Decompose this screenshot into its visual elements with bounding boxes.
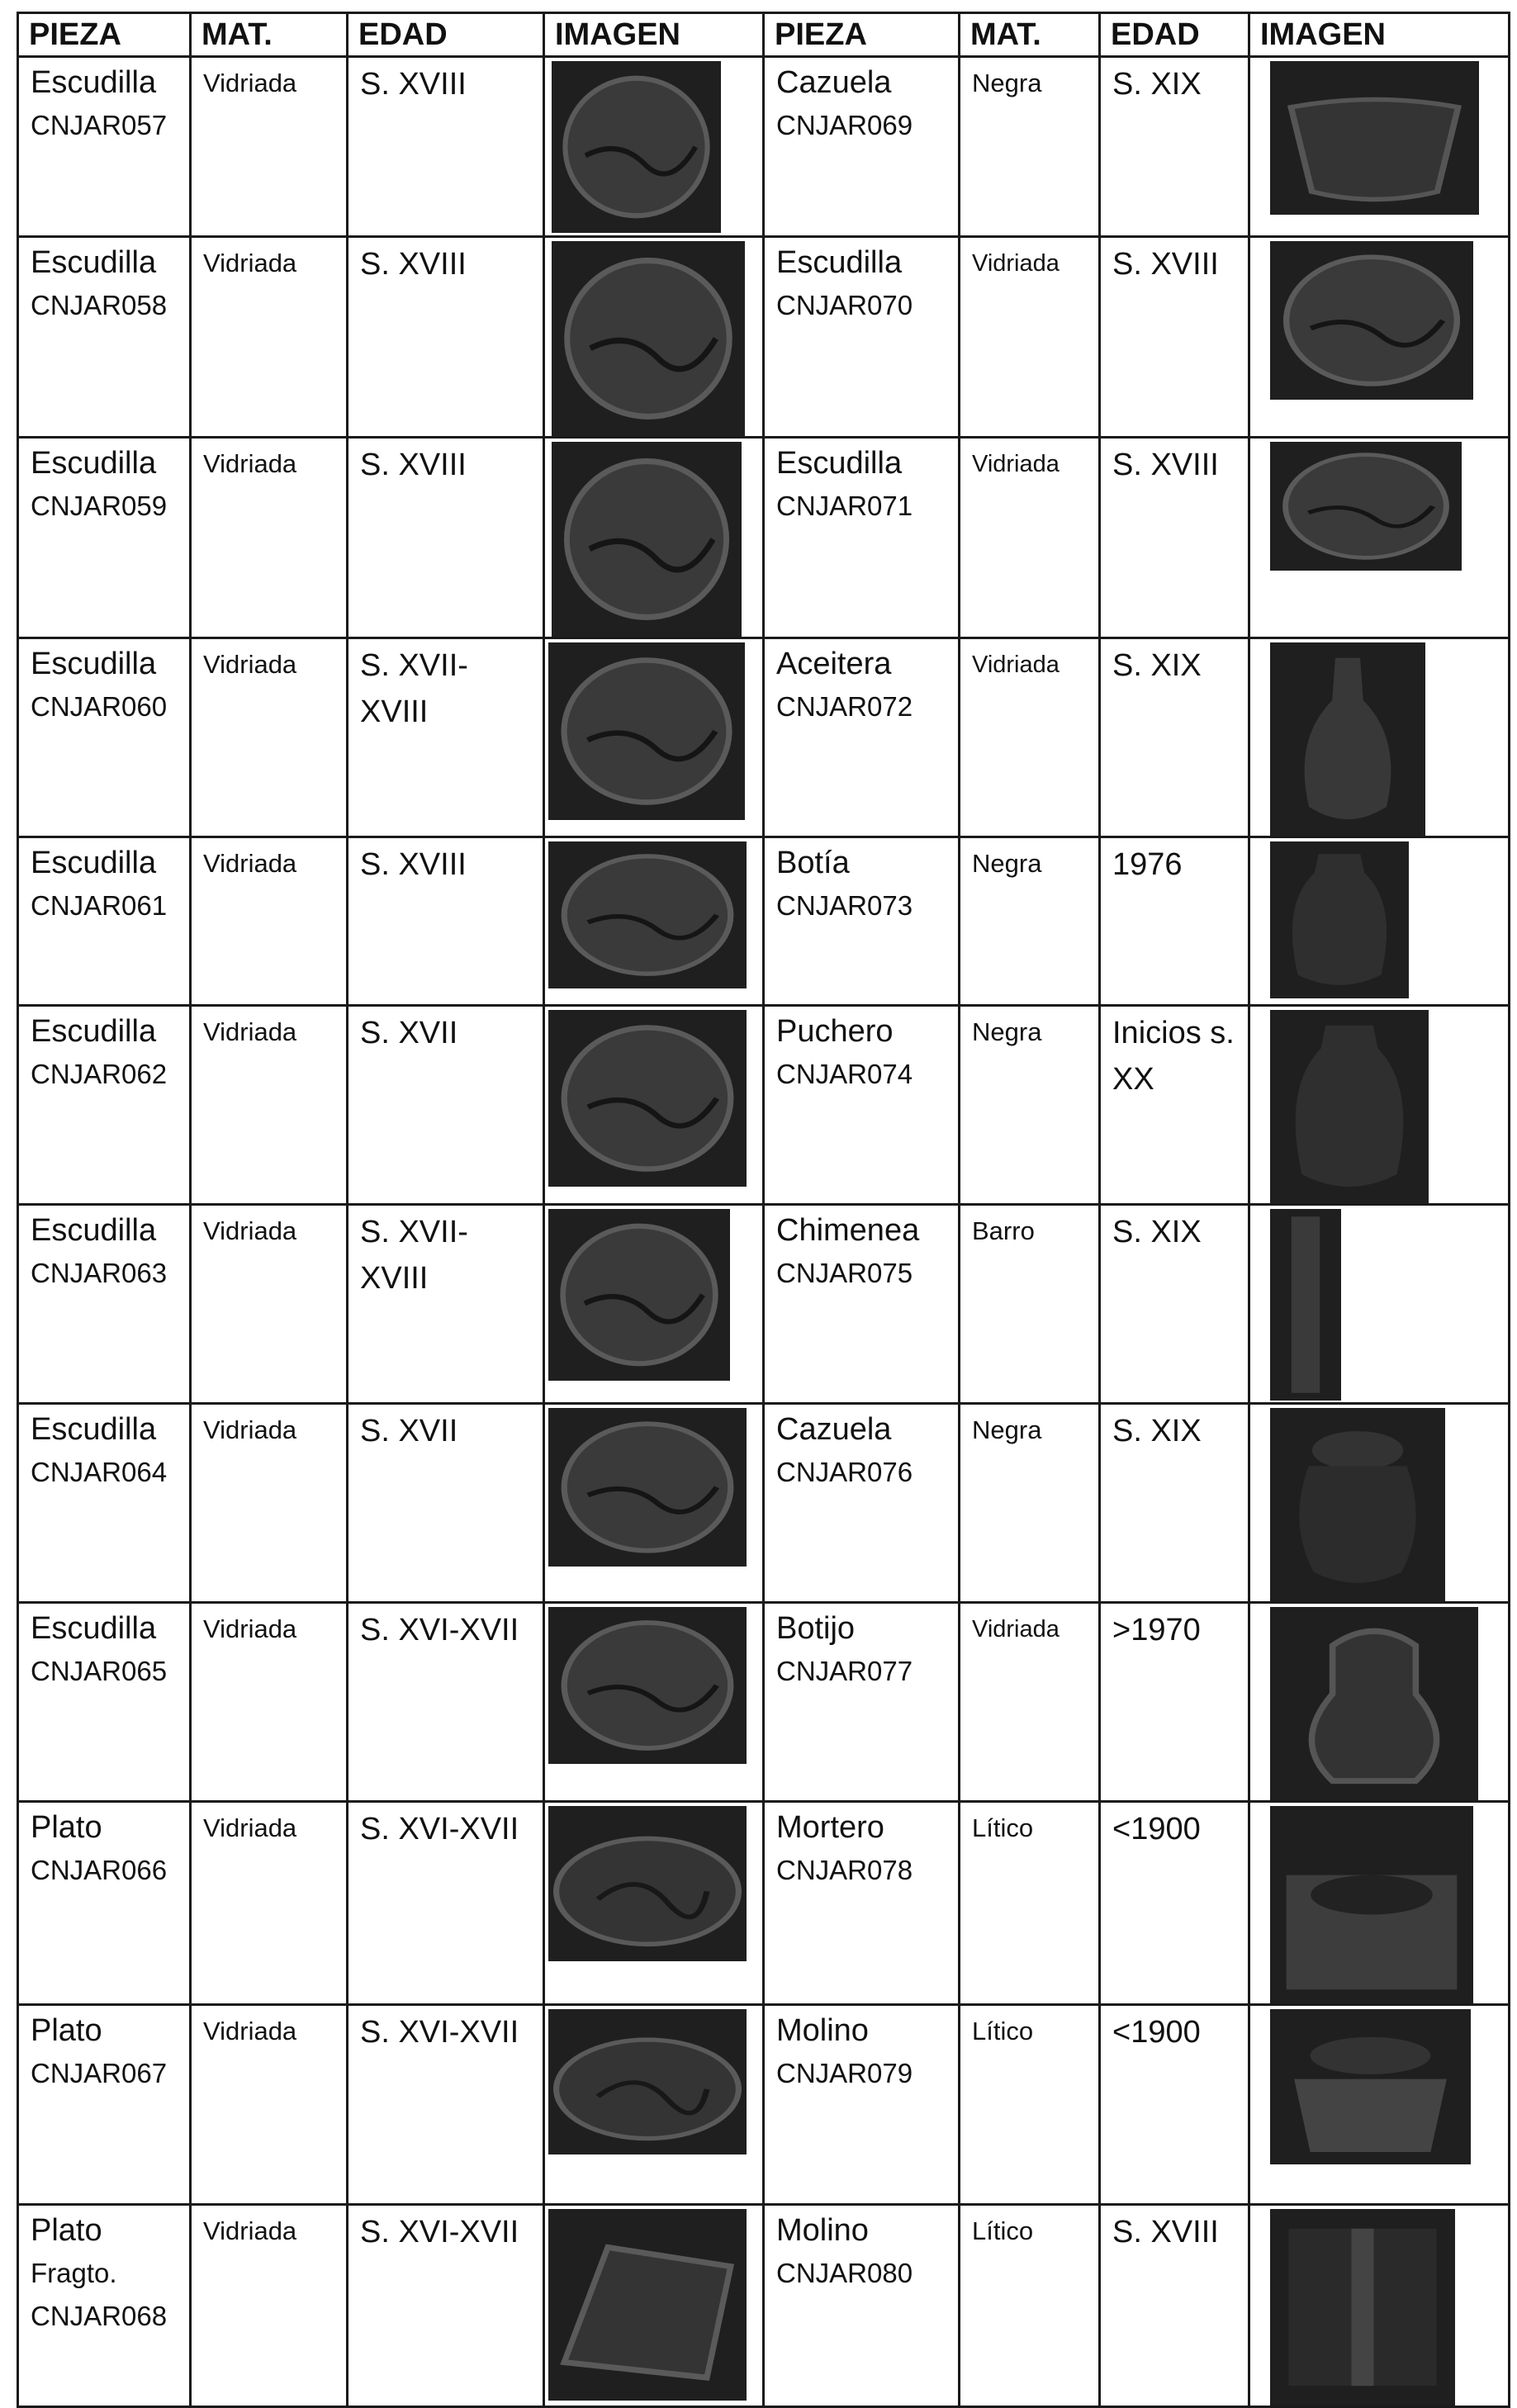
material-cell (960, 438, 1100, 638)
age-cell (1100, 1603, 1249, 1802)
table-row (18, 57, 1510, 237)
material: Lítico (972, 2216, 1034, 2245)
material: Vidriada (972, 652, 1060, 678)
right-pieza-cell (764, 2205, 960, 2407)
piece-name: Mortero (776, 1810, 884, 1845)
age-cell (348, 1205, 544, 1404)
material: Vidriada (203, 69, 297, 97)
left-pieza-cell (18, 57, 191, 237)
age-cell (348, 1802, 544, 2005)
age: S. XVIII (360, 247, 467, 282)
right-image-cell (1249, 57, 1510, 237)
jar-photo-icon (1270, 841, 1409, 998)
left-image-cell (544, 57, 764, 237)
piece-name: Escudilla (31, 1611, 157, 1646)
material: Vidriada (203, 1216, 297, 1245)
piece-code: CNJAR063 (31, 1258, 168, 1288)
age: S. XVI-XVII (360, 1812, 519, 1846)
right-pieza-cell (764, 837, 960, 1006)
piece-code: CNJAR057 (31, 110, 168, 140)
piece-name: Escudilla (31, 846, 157, 880)
left-pieza-cell (18, 2005, 191, 2205)
left-image-cell (544, 837, 764, 1006)
left-image-cell (544, 2005, 764, 2205)
piece-name: Puchero (776, 1014, 894, 1049)
header-imagen-right: IMAGEN (1249, 13, 1510, 57)
piece-code: CNJAR064 (31, 1457, 168, 1487)
left-pieza-cell (18, 2205, 191, 2407)
age-cell (1100, 237, 1249, 438)
table-row (18, 1006, 1510, 1205)
material: Vidriada (972, 451, 1060, 477)
piece-code: CNJAR070 (776, 290, 913, 320)
right-image-cell (1249, 638, 1510, 837)
piece-code: CNJAR080 (776, 2258, 913, 2288)
age-cell (1100, 438, 1249, 638)
piece-code: Fragto. CNJAR068 (31, 2258, 168, 2331)
piece-name: Botía (776, 846, 850, 880)
age: 1976 (1112, 847, 1183, 882)
age-cell (348, 1006, 544, 1205)
material-cell (960, 1802, 1100, 2005)
age-cell (348, 1404, 544, 1603)
age: S. XVII (360, 1016, 458, 1050)
table-row (18, 2005, 1510, 2205)
left-image-cell (544, 2205, 764, 2407)
material: Lítico (972, 2017, 1034, 2045)
bowl-photo-icon (552, 442, 742, 637)
material-cell (960, 1205, 1100, 1404)
age: S. XVIII (360, 67, 467, 102)
right-image-cell (1249, 1006, 1510, 1205)
bowl-photo-icon (548, 1209, 730, 1381)
material: Negra (972, 1017, 1042, 1046)
material-cell (960, 57, 1100, 237)
piece-name: Escudilla (31, 245, 157, 280)
right-pieza-cell (764, 2005, 960, 2205)
age: Inicios s. XX (1112, 1016, 1235, 1097)
left-image-cell (544, 1205, 764, 1404)
material-cell (191, 57, 348, 237)
age-cell (1100, 1802, 1249, 2005)
right-pieza-cell (764, 1205, 960, 1404)
left-pieza-cell (18, 237, 191, 438)
material-cell (960, 1006, 1100, 1205)
material: Vidriada (203, 249, 297, 277)
left-pieza-cell (18, 1802, 191, 2005)
material: Vidriada (203, 1415, 297, 1444)
material-cell (191, 638, 348, 837)
material-cell (960, 2205, 1100, 2407)
table-row (18, 438, 1510, 638)
material-cell (960, 237, 1100, 438)
right-image-cell (1249, 1404, 1510, 1603)
table-row (18, 2205, 1510, 2407)
material-cell (960, 1404, 1100, 1603)
material-cell (191, 1404, 348, 1603)
age-cell (1100, 638, 1249, 837)
material-cell (960, 638, 1100, 837)
left-image-cell (544, 1006, 764, 1205)
age-cell (1100, 2005, 1249, 2205)
bowl-photo-icon (1270, 442, 1462, 571)
left-pieza-cell (18, 1603, 191, 1802)
left-image-cell (544, 237, 764, 438)
material: Vidriada (203, 1017, 297, 1046)
bowl-photo-icon (552, 241, 745, 436)
material: Vidriada (203, 650, 297, 679)
piece-code: CNJAR065 (31, 1656, 168, 1686)
right-pieza-cell (764, 237, 960, 438)
material: Vidriada (972, 1616, 1060, 1642)
age-cell (348, 1603, 544, 1802)
age: S. XVIII (360, 448, 467, 482)
right-image-cell (1249, 237, 1510, 438)
age: S. XVI-XVII (360, 2215, 519, 2249)
material: Barro (972, 1216, 1035, 1245)
age: S. XVIII (1112, 247, 1219, 282)
material-cell (191, 237, 348, 438)
age: S. XIX (1112, 1215, 1202, 1249)
age: S. XVI-XVII (360, 1613, 519, 1647)
material: Vidriada (972, 250, 1060, 277)
right-image-cell (1249, 1603, 1510, 1802)
age: <1900 (1112, 1812, 1201, 1846)
age-cell (348, 638, 544, 837)
piece-code: CNJAR058 (31, 290, 168, 320)
piece-code: CNJAR061 (31, 890, 168, 921)
piece-name: Plato (31, 1810, 102, 1845)
plate-photo-icon (548, 2009, 747, 2154)
piece-code: CNJAR074 (776, 1059, 913, 1089)
piece-code: CNJAR069 (776, 110, 913, 140)
header-edad-left: EDAD (348, 13, 544, 57)
piece-name: Escudilla (31, 65, 157, 100)
material-cell (191, 438, 348, 638)
piece-name: Escudilla (776, 446, 903, 481)
bowl-photo-icon (548, 1010, 747, 1187)
mill-photo-icon (1270, 2209, 1455, 2406)
material: Vidriada (203, 1614, 297, 1643)
age-cell (1100, 1205, 1249, 1404)
botijo-photo-icon (1270, 1607, 1478, 1800)
piece-code: CNJAR067 (31, 2058, 168, 2088)
right-pieza-cell (764, 1802, 960, 2005)
bowl-photo-icon (548, 1607, 747, 1764)
piece-code: CNJAR079 (776, 2058, 913, 2088)
piece-name: Escudilla (31, 647, 157, 681)
age-cell (348, 237, 544, 438)
age: S. XVII (360, 1414, 458, 1448)
right-pieza-cell (764, 1603, 960, 1802)
age: >1970 (1112, 1613, 1201, 1647)
material: Negra (972, 849, 1042, 878)
piece-name: Escudilla (31, 1213, 157, 1248)
piece-name: Plato (31, 2013, 102, 2048)
age: S. XIX (1112, 67, 1202, 102)
left-image-cell (544, 1802, 764, 2005)
material-cell (191, 2205, 348, 2407)
material: Lítico (972, 1813, 1034, 1842)
age: <1900 (1112, 2015, 1201, 2050)
piece-code: CNJAR077 (776, 1656, 913, 1686)
left-image-cell (544, 1603, 764, 1802)
bowl-photo-icon (552, 61, 721, 233)
piece-code: CNJAR075 (776, 1258, 913, 1288)
material-cell (960, 2005, 1100, 2205)
piece-name: Molino (776, 2013, 869, 2048)
age-cell (1100, 2205, 1249, 2407)
header-pieza-left: PIEZA (18, 13, 191, 57)
bowl-photo-icon (1270, 241, 1473, 400)
piece-name: Aceitera (776, 647, 892, 681)
right-image-cell (1249, 1802, 1510, 2005)
table-row (18, 1802, 1510, 2005)
material-cell (191, 1802, 348, 2005)
right-image-cell (1249, 2205, 1510, 2407)
table-row (18, 1603, 1510, 1802)
ceramics-inventory-table (17, 12, 1510, 2408)
age: S. XVIII (1112, 448, 1219, 482)
left-image-cell (544, 438, 764, 638)
right-pieza-cell (764, 638, 960, 837)
right-pieza-cell (764, 1404, 960, 1603)
left-pieza-cell (18, 638, 191, 837)
piece-code: CNJAR078 (776, 1855, 913, 1885)
header-mat-left: MAT. (191, 13, 348, 57)
millstone-photo-icon (1270, 2009, 1471, 2164)
material: Negra (972, 1415, 1042, 1444)
material-cell (191, 2005, 348, 2205)
material: Vidriada (203, 2216, 297, 2245)
age-cell (348, 837, 544, 1006)
plate-fragment-photo-icon (548, 2209, 747, 2401)
oil-jar-photo-icon (1270, 642, 1425, 836)
table-row (18, 638, 1510, 837)
right-image-cell (1249, 438, 1510, 638)
right-pieza-cell (764, 438, 960, 638)
age-cell (1100, 1006, 1249, 1205)
material: Vidriada (203, 1813, 297, 1842)
age: S. XVIII (1112, 2215, 1219, 2249)
left-pieza-cell (18, 837, 191, 1006)
piece-code: CNJAR066 (31, 1855, 168, 1885)
casserole-photo-icon (1270, 61, 1479, 215)
header-edad-right: EDAD (1100, 13, 1249, 57)
material-cell (191, 1603, 348, 1802)
piece-code: CNJAR072 (776, 691, 913, 722)
piece-name: Escudilla (776, 245, 903, 280)
age-cell (348, 2005, 544, 2205)
table-row (18, 1404, 1510, 1603)
piece-name: Molino (776, 2213, 869, 2248)
lidded-pot-photo-icon (1270, 1408, 1445, 1601)
piece-name: Escudilla (31, 1014, 157, 1049)
age: S. XVI-XVII (360, 2015, 519, 2050)
bowl-photo-icon (548, 841, 747, 988)
material: Vidriada (203, 2017, 297, 2045)
piece-name: Cazuela (776, 65, 892, 100)
right-pieza-cell (764, 57, 960, 237)
inventory-sheet (17, 12, 1508, 2408)
material: Vidriada (203, 849, 297, 878)
header-mat-right: MAT. (960, 13, 1100, 57)
piece-code: CNJAR059 (31, 491, 168, 521)
age-cell (348, 2205, 544, 2407)
left-pieza-cell (18, 1205, 191, 1404)
mortar-photo-icon (1270, 1806, 1473, 2003)
table-row (18, 1205, 1510, 1404)
material: Negra (972, 69, 1042, 97)
bowl-photo-icon (548, 1408, 747, 1567)
piece-name: Escudilla (31, 446, 157, 481)
left-pieza-cell (18, 438, 191, 638)
piece-code: CNJAR076 (776, 1457, 913, 1487)
chimney-pipe-photo-icon (1270, 1209, 1341, 1401)
age-cell (1100, 837, 1249, 1006)
header-row (18, 13, 1510, 57)
right-image-cell (1249, 837, 1510, 1006)
right-image-cell (1249, 1205, 1510, 1404)
left-image-cell (544, 1404, 764, 1603)
right-image-cell (1249, 2005, 1510, 2205)
piece-code: CNJAR073 (776, 890, 913, 921)
left-image-cell (544, 638, 764, 837)
age-cell (348, 57, 544, 237)
table-row (18, 837, 1510, 1006)
material-cell (191, 837, 348, 1006)
left-pieza-cell (18, 1006, 191, 1205)
material: Vidriada (203, 449, 297, 478)
age-cell (1100, 57, 1249, 237)
bowl-photo-icon (548, 642, 745, 820)
piece-code: CNJAR062 (31, 1059, 168, 1089)
piece-name: Cazuela (776, 1412, 892, 1447)
jar-photo-icon (1270, 1010, 1429, 1203)
piece-name: Plato (31, 2213, 102, 2248)
material-cell (191, 1205, 348, 1404)
piece-code: CNJAR071 (776, 491, 913, 521)
header-imagen-left: IMAGEN (544, 13, 764, 57)
age: S. XVII-XVIII (360, 648, 468, 729)
material-cell (960, 1603, 1100, 1802)
right-pieza-cell (764, 1006, 960, 1205)
age: S. XVII-XVIII (360, 1215, 468, 1296)
left-pieza-cell (18, 1404, 191, 1603)
age-cell (348, 438, 544, 638)
header-pieza-right: PIEZA (764, 13, 960, 57)
age: S. XVIII (360, 847, 467, 882)
piece-name: Escudilla (31, 1412, 157, 1447)
table-row (18, 237, 1510, 438)
piece-code: CNJAR060 (31, 691, 168, 722)
piece-name: Botijo (776, 1611, 856, 1646)
material-cell (191, 1006, 348, 1205)
age: S. XIX (1112, 648, 1202, 683)
plate-photo-icon (548, 1806, 747, 1961)
age-cell (1100, 1404, 1249, 1603)
piece-name: Chimenea (776, 1213, 920, 1248)
material-cell (960, 837, 1100, 1006)
age: S. XIX (1112, 1414, 1202, 1448)
